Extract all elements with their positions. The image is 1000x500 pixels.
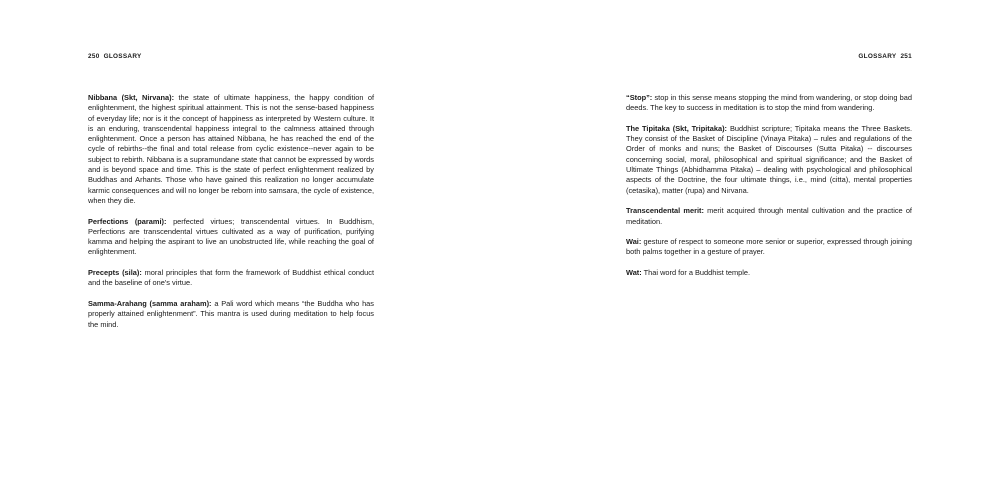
glossary-definition: a Pali word which means “the Buddha who has properly attained enlightenment”. This mantra is used during meditation to help focus the mind.: [88, 298, 374, 329]
glossary-entry-samma-arahang: [88, 299, 374, 330]
glossary-entry-tipitaka: [626, 124, 912, 196]
glossary-term: Perfections (parami):: [88, 216, 167, 226]
glossary-entry-nibbana: [88, 93, 374, 206]
glossary-entry-transcendental-merit: [626, 206, 912, 227]
glossary-definition: gesture of respect to someone more senior or superior, expressed through joining both palms together in a gesture of prayer.: [626, 237, 912, 257]
right-page: [500, 0, 1000, 500]
glossary-definition: Buddhist scripture; Tipitaka means the Three Baskets. They consist of the Basket of Discipline (Vinaya Pitaka) – rules and regulations of the Order of monks and nuns; the Basket of Discourses (Sutta Pitaka) -- discourses concerning social, moral, philosophical and spiritual significance; and the Basket of Ultimate Things (Abhidhamma Pitaka) – dealing with psychological and philosophical aspects of the Doctrine, the four ultimate things, i.e., mind (citta), mental properties (cetasika), matter (rupa) and Nirvana.: [626, 123, 913, 195]
glossary-entry-wai: [626, 237, 912, 258]
glossary-term: Wai:: [626, 237, 642, 247]
glossary-term: Nibbana (Skt, Nirvana):: [88, 93, 175, 102]
glossary-definition: moral principles that form the framework of Buddhist ethical conduct and the baseline of one's virtue.: [88, 268, 374, 288]
glossary-definition: merit acquired through mental cultivation and the practice of meditation.: [626, 206, 912, 226]
right-glossary-column: [626, 93, 912, 289]
glossary-definition: stop in this sense means stopping the mind from wandering, or stop doing bad deeds. The key to success in meditation is to stop the mind from wandering.: [626, 93, 912, 113]
glossary-entry-stop: [626, 93, 912, 114]
left-page-header: [88, 53, 142, 60]
glossary-term: Transcendental merit:: [626, 206, 704, 216]
glossary-entry-perfections: [88, 217, 374, 258]
glossary-term: Samma-Arahang (samma araham):: [88, 298, 212, 308]
glossary-term: Precepts (sila):: [88, 268, 142, 278]
glossary-definition: Thai word for a Buddhist temple.: [643, 268, 751, 278]
glossary-definition: perfected virtues; transcendental virtues. In Buddhism, Perfections are transcendental virtues cultivated as a way of purification, purifying kamma and helping the aspirant to live an unobstructed life, while reaching the goal of enlightenment.: [88, 216, 374, 257]
left-glossary-column: [88, 93, 374, 340]
glossary-definition: the state of ultimate happiness, the happy condition of enlightenment, the highest spiritual attainment. This is not the sense-based happiness of everyday life; nor is it the concept of happiness as interpreted by Western culture. It is an enduring, transcendental happiness integral to the calmness attained through enlightenment. Once a person has attained Nibbana, he has reached the end of the cycle of rebirths--the final and total release from cyclic existence--never again to be subject to rebirth. Nibbana is a supramundane state that cannot be expressed by words and is beyond space and time. This is the state of perfect enlightenment realized by Buddhas and Arhants. Those who have gained this realization no longer accumulate karmic consequences and will no longer be reborn into samsara, the cycle of existence, when they die.: [88, 93, 374, 205]
glossary-term: Wat:: [626, 268, 642, 278]
left-page-number: 250: [88, 53, 100, 60]
glossary-entry-wat: [626, 268, 912, 278]
glossary-term: The Tipitaka (Skt, Tripitaka):: [626, 123, 728, 133]
glossary-entry-precepts: [88, 268, 374, 289]
right-page-number: 251: [900, 53, 912, 60]
glossary-term: “Stop”:: [626, 93, 653, 102]
left-running-head: GLOSSARY: [103, 53, 142, 60]
right-running-head: GLOSSARY: [858, 53, 897, 60]
right-page-header: [858, 53, 912, 60]
